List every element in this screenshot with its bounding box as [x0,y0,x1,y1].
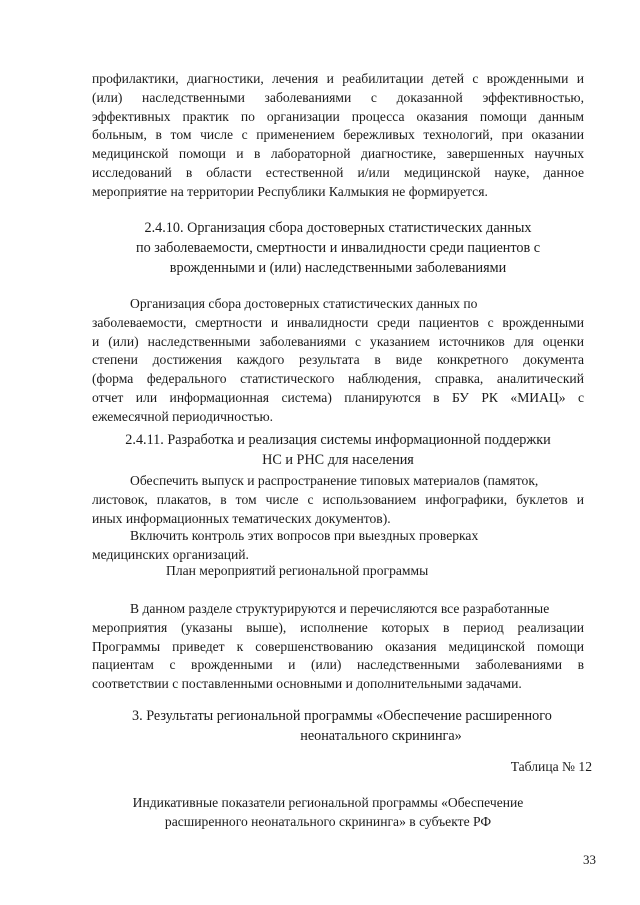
page-number: 33 [583,852,596,867]
text-line: листовок, плакатов, в том числе с использованием инфографики, буклетов и [92,491,584,507]
section-paragraph-2-4-11-b [92,527,584,565]
caption-line: расширенного неонатального скрининга» в субъекте РФ [164,813,492,829]
text-line: мероприятие на территории Республики Калмыкия не формируется. [92,183,488,199]
text-line: Обеспечить выпуск и распространение типовых материалов (памяток, [130,473,539,488]
text-line: соответствии с поставленными основными и дополнительными задачами. [92,676,522,692]
section-heading-2-4-10 [92,218,584,278]
text-line: иных информационных тематических документов). [92,510,391,526]
text-line: степени достижения каждого результата в виде конкретного документа [92,352,584,368]
heading-line: по заболеваемости, смертности и инвалидности среди пациентов с [135,240,540,256]
heading-line: НС и РНС для населения [262,452,414,468]
plan-heading [166,562,428,581]
text-line: ежемесячной периодичностью. [92,408,274,424]
heading-line: врожденными и (или) наследственными заболеваниями [169,260,507,276]
text-line: эффективных практик по организации процесса оказания помощи данным [92,108,584,124]
text-line: профилактики, диагностики, лечения и реабилитации детей с врожденными и [92,71,584,86]
text-line: мероприятия (указаны выше), исполнение которых в период реализации [92,619,584,635]
text-line: заболеваемости, смертности и инвалидности среди пациентов с врожденными [92,314,584,330]
caption-line: Индикативные показатели региональной программы «Обеспечение [132,795,524,810]
text-line: больным, в том числе с применением бережливых технологий, при оказании [92,127,584,143]
section-paragraph-2-4-10 [92,295,584,427]
text-line: исследований в области естественной и/или медицинской науке, данное [92,164,584,180]
plan-paragraph [92,600,584,694]
section-heading-3 [92,706,584,746]
heading-line: 2.4.11. Разработка и реализация системы информационной поддержки [125,432,551,448]
table-label [92,758,592,777]
text-line: и (или) наследственными заболеваниями с указанием источников для оценки [92,333,584,349]
table-number: Таблица № 12 [510,759,592,774]
section-paragraph-2-4-11-a [92,472,584,528]
text-line: медицинской помощи и в лабораторной диагностике, завершенных научных [92,146,584,162]
intro-paragraph [92,70,584,202]
heading-line: неонатального скрининга» [300,728,462,744]
heading-line: План мероприятий региональной программы [166,563,429,578]
text-line: Включить контроль этих вопросов при выездных проверках [130,528,479,543]
text-line: В данном разделе структурируются и перечисляются все разработанные [130,601,550,616]
text-line: (или) наследственными заболеваниями с доказанной эффективностью, [92,89,584,105]
text-line: Программы приведет к совершенствованию оказания медицинской помощи [92,638,584,654]
text-line: отчет или информационная система) планируются в БУ РК «МИАЦ» с [92,389,584,405]
heading-line: 3. Результаты региональной программы «Обеспечение расширенного [132,708,552,724]
text-line: Организация сбора достоверных статистических данных по [130,296,478,311]
text-line: пациентам с врожденными и (или) наследственными заболеваниями в [92,657,584,673]
text-line: медицинских организаций. [92,546,249,562]
section-heading-2-4-11 [92,430,584,470]
heading-line: 2.4.10. Организация сбора достоверных статистических данных [144,220,532,236]
table-caption [92,794,564,832]
text-line: (форма федерального статистического наблюдения, справка, аналитический [92,371,584,387]
